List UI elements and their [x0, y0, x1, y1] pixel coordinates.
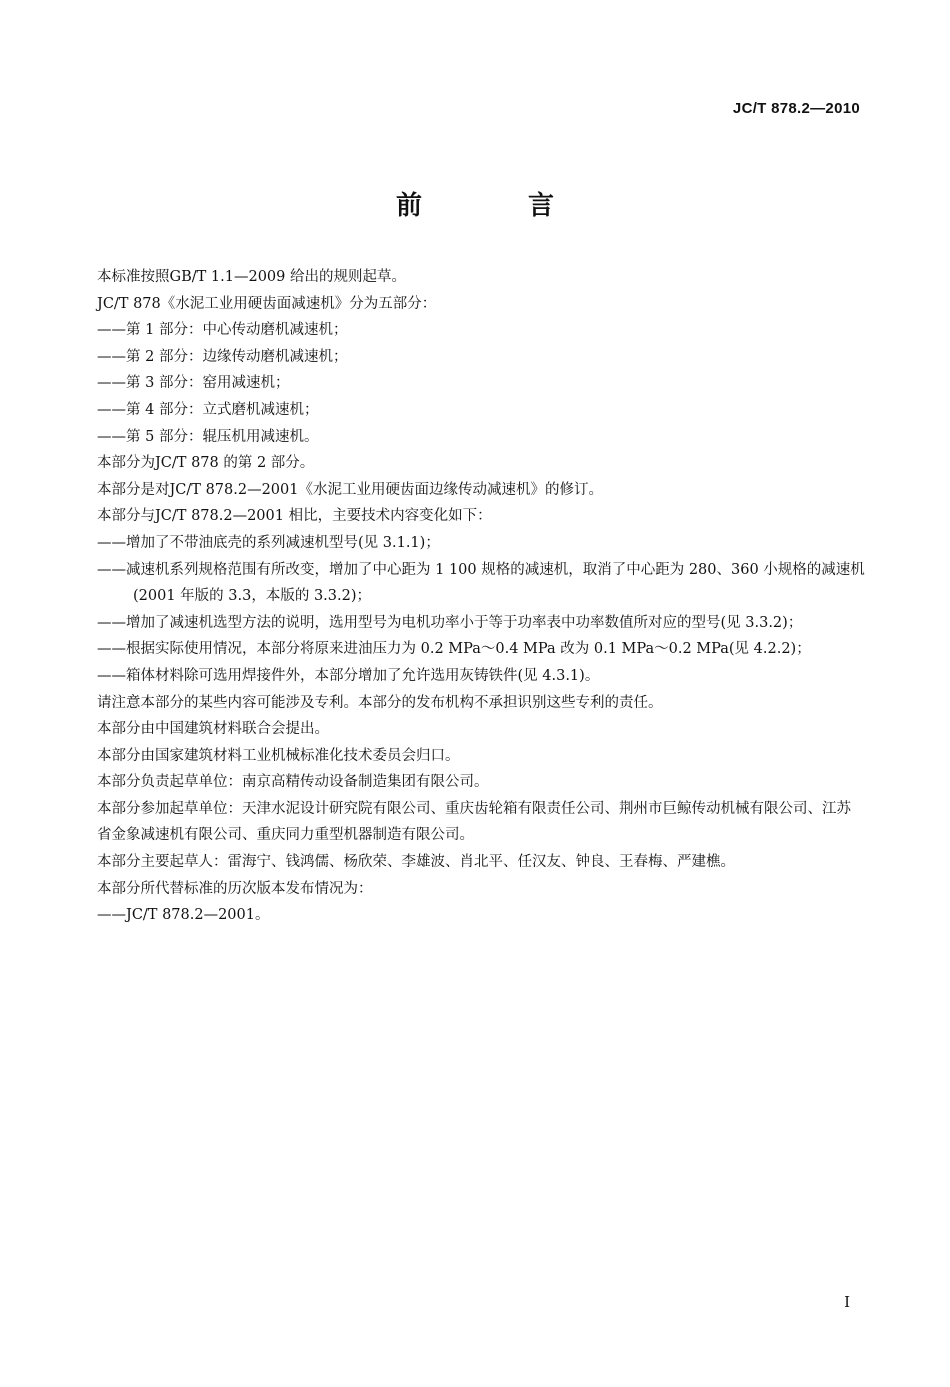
list-item: ——增加了不带油底壳的系列减速机型号(见 3.1.1)； — [97, 534, 440, 551]
paragraph: 本标准按照GB/T 1.1—2009 给出的规则起草。 — [97, 269, 406, 285]
foreword-body — [97, 264, 865, 929]
paragraph: 本部分主要起草人：雷海宁、钱鸿儒、杨欣荣、李雄波、肖北平、任汉友、钟良、王春梅、严建樵。 — [97, 854, 735, 871]
list-item: ——减速机系列规格范围有所改变，增加了中心距为 1 100 规格的减速机，取消了中心距为 280、360 小规格的减速机(2001 年版的 3.3，本版的 3.3.2)； — [97, 561, 865, 605]
paragraph: 本部分是对JC/T 878.2—2001《水泥工业用硬齿面边缘传动减速机》的修订。 — [97, 481, 603, 498]
paragraph: 本部分所代替标准的历次版本发布情况为： — [97, 880, 373, 897]
list-item: ——第 3 部分：窑用减速机； — [97, 375, 290, 392]
list-item: ——箱体材料除可选用焊接件外，本部分增加了允许选用灰铸铁件(见 4.3.1)。 — [97, 667, 600, 684]
list-item: ——JC/T 878.2—2001。 — [97, 907, 270, 924]
paragraph: 本部分由国家建筑材料工业机械标准化技术委员会归口。 — [97, 747, 460, 764]
paragraph: 本部分由中国建筑材料联合会提出。 — [97, 721, 329, 738]
page-title: 前 言 — [395, 191, 594, 221]
paragraph: 本部分为JC/T 878 的第 2 部分。 — [97, 455, 315, 472]
paragraph: 本部分参加起草单位：天津水泥设计研究院有限公司、重庆齿轮箱有限责任公司、荆州市巨鲸传动机械有限公司、江苏省金象减速机有限公司、重庆同力重型机器制造有限公司。 — [97, 800, 851, 844]
paragraph: 本部分与JC/T 878.2—2001 相比，主要技术内容变化如下： — [97, 508, 492, 525]
list-item: ——增加了减速机选型方法的说明，选用型号为电机功率小于等于功率表中功率数值所对应的型号(见 3.3.2)； — [97, 614, 803, 631]
list-item: ——第 5 部分：辊压机用减速机。 — [97, 428, 319, 445]
list-item: ——第 4 部分：立式磨机减速机； — [97, 401, 319, 418]
paragraph: 请注意本部分的某些内容可能涉及专利。本部分的发布机构不承担识别这些专利的责任。 — [97, 694, 663, 711]
list-item: ——第 2 部分：边缘传动磨机减速机； — [97, 348, 348, 365]
page-number: I — [844, 1293, 850, 1311]
paragraph: 本部分负责起草单位：南京高精传动设备制造集团有限公司。 — [97, 774, 489, 791]
list-item: ——第 1 部分：中心传动磨机减速机； — [97, 322, 348, 339]
paragraph: JC/T 878《水泥工业用硬齿面减速机》分为五部分： — [97, 295, 437, 312]
list-item: ——根据实际使用情况，本部分将原来进油压力为 0.2 MPa～0.4 MPa 改为 0.1 MPa～0.2 MPa(见 4.2.2)； — [97, 641, 811, 658]
standard-number: JC/T 878.2—2010 — [732, 100, 860, 117]
